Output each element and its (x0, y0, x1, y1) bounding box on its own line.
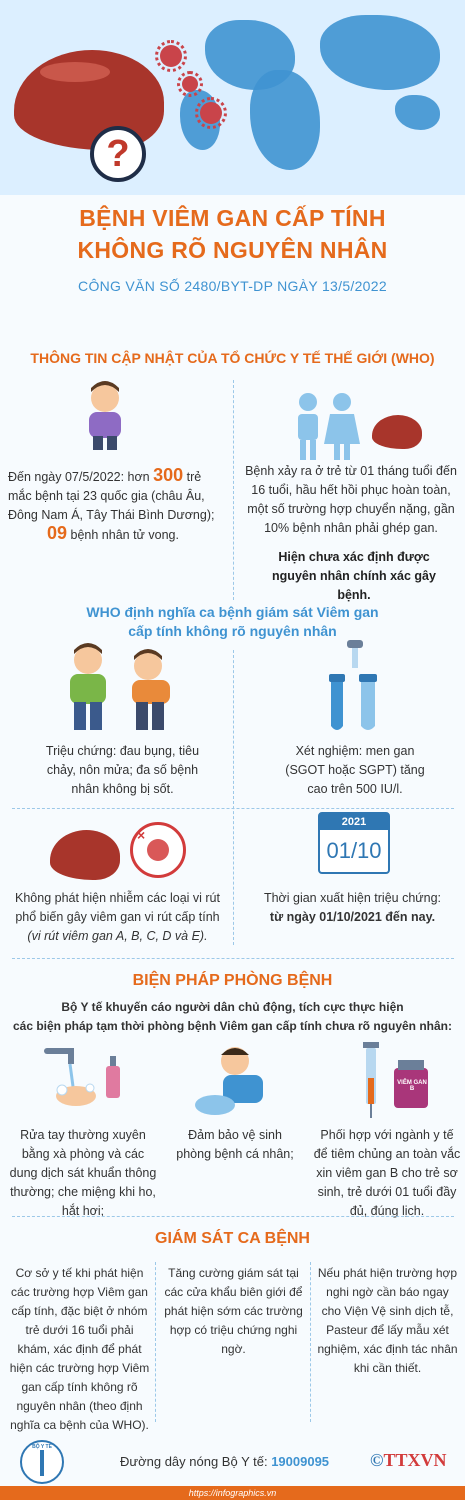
face-wash-icon (195, 1045, 270, 1117)
cases-number: 300 (153, 465, 184, 485)
who-update-heading: THÔNG TIN CẬP NHẬT CỦA TỔ CHỨC Y TẾ THẾ GIỚI (WHO) (30, 350, 435, 366)
calendar-icon (318, 812, 390, 874)
test-tube-icon (325, 640, 385, 735)
footer-url[interactable]: https://infographics.vn (188, 1488, 277, 1498)
title-block (0, 196, 465, 316)
no-virus-icon: × (130, 822, 186, 878)
who-definition-heading-line1: WHO định nghĩa ca bệnh giám sát Viêm gan (86, 604, 379, 620)
header-illustration (0, 0, 465, 195)
hotline-number: 19009095 (271, 1454, 330, 1469)
who-definition-heading-line2: cấp tính không rõ nguyên nhân (128, 623, 337, 639)
ministry-of-health-logo (20, 1440, 64, 1484)
prevention-item-hygiene: Đảm bảo vệ sinh phòng bệnh cá nhân; (176, 1128, 294, 1161)
agency-logo-text: TTXVN (383, 1450, 447, 1470)
surveillance-heading: GIÁM SÁT CA BỆNH (155, 1230, 310, 1247)
calendar-year: 2021 (320, 814, 388, 830)
divider-horizontal (12, 958, 454, 959)
ministry-logo-text: BỘ Y TẾ (32, 1444, 52, 1450)
vaccine-vial-label: VIÊM GAN B (397, 1080, 427, 1092)
prevention-item-handwash: Rửa tay thường xuyên bằng xà phòng và các dung dịch sát khuẩn thông thường; che miệng khi ho, hắt hơi; (9, 1128, 157, 1218)
sick-child-icon (75, 380, 135, 450)
symptoms-text: Triệu chứng: đau bụng, tiêu chảy, nôn mửa; đa số bệnh nhân không bị sốt. (45, 744, 200, 796)
divider-vertical (310, 1262, 311, 1422)
prevention-heading: BIỆN PHÁP PHÒNG BỆNH (132, 972, 333, 989)
who-unknown-cause-text: Hiện chưa xác định được nguyên nhân chính xác gây bệnh. (272, 550, 436, 602)
no-virus-italic: (vi rút viêm gan A, B, C, D và E). (27, 929, 208, 943)
cases-pre-text: Đến ngày 07/5/2022: hơn (8, 470, 154, 484)
who-deaths-text (8, 524, 218, 545)
onset-label: Thời gian xuất hiện triệu chứng: (263, 891, 442, 905)
liver-highlight (40, 62, 110, 82)
ttxvn-logo: ©TTXVN (370, 1450, 447, 1470)
prevention-item-vaccine: Phối hợp với ngành y tế để tiêm chủng an toàn vắc xin viêm gan B cho trẻ sơ sinh, trẻ dưới 01 tuổi đầy đủ, đúng lịch. (313, 1128, 461, 1218)
world-map-shape (250, 70, 320, 170)
virus-icon (200, 102, 222, 124)
main-title-line2: KHÔNG RÕ NGUYÊN NHÂN (77, 237, 388, 263)
onset-date-range: từ ngày 01/10/2021 đến nay. (269, 910, 436, 924)
hotline-label: Đường dây nóng Bộ Y tế: (120, 1454, 272, 1469)
divider-horizontal (12, 1216, 454, 1217)
divider-horizontal (12, 808, 454, 809)
divider-vertical (155, 1262, 156, 1422)
world-map-shape (395, 95, 440, 130)
prevention-intro-line1: Bộ Y tế khuyến cáo người dân chủ động, tích cực thực hiện (61, 1000, 404, 1014)
surveillance-col1: Cơ sở y tế khi phát hiện các trường hợp Viêm gan cấp tính, đặc biệt ở nhóm trẻ dưới 16 tuổi phải khám, xác định để phát hiện các trường hợp Viêm gan cấp tính không rõ nguyên nhân (theo định nghĩa ca bệnh của WHO). (9, 1266, 150, 1432)
liver-icon (372, 415, 422, 449)
main-title-line1: BỆNH VIÊM GAN CẤP TÍNH (79, 205, 386, 231)
cases-post-text: trẻ mắc bệnh tại 23 quốc gia (châu Âu, Đông Nam Á, Tây Thái Bình Dương); (8, 470, 215, 522)
deaths-text: bệnh nhân tử vong. (67, 528, 179, 542)
footer-url-bar (0, 1486, 465, 1500)
boy-girl-icon (292, 392, 360, 462)
surveillance-col2: Tăng cường giám sát tại các cửa khẩu biên giới để phát hiện sớm các trường hợp có triệu chứng nghi ngờ. (164, 1266, 303, 1356)
surveillance-col3: Nếu phát hiện trường hợp nghi ngờ cần báo ngay cho Viện Vệ sinh dịch tễ, Pasteur để lấy mẫu xét nghiệm, xác định tác nhân khi cần thiết. (317, 1266, 458, 1375)
document-reference: CÔNG VĂN SỐ 2480/BYT-DP NGÀY 13/5/2022 (78, 278, 387, 294)
tests-text: Xét nghiệm: men gan (SGOT hoặc SGPT) tăng cao trên 500 IU/l. (285, 744, 425, 796)
who-cases-text (8, 466, 228, 525)
deaths-number: 09 (47, 523, 68, 543)
calendar-date: 01/10 (326, 838, 382, 863)
virus-icon (160, 45, 182, 67)
question-mark-icon: ? (90, 126, 146, 182)
prevention-intro-line2: các biện pháp tạm thời phòng bệnh Viêm gan cấp tính chưa rõ nguyên nhân: (12, 1019, 453, 1033)
world-map-shape (320, 15, 440, 90)
who-age-text: Bệnh xảy ra ở trẻ từ 01 tháng tuổi đến 16 tuổi, hầu hết hồi phục hoàn toàn, một số trường hợp chuyển nặng, gần 10% bệnh nhân phải ghép gan. (245, 464, 457, 535)
no-virus-main: Không phát hiện nhiễm các loại vi rút phổ biến gây viêm gan vi rút cấp tính (15, 891, 220, 924)
virus-icon (182, 76, 198, 92)
handwash-icon (40, 1042, 125, 1112)
divider-vertical (233, 380, 234, 600)
onset-text (250, 889, 455, 927)
hotline-text (120, 1452, 329, 1471)
divider-vertical (233, 650, 234, 945)
no-virus-text (10, 889, 225, 946)
sick-children-icon (50, 640, 190, 732)
liver-icon (50, 830, 120, 880)
